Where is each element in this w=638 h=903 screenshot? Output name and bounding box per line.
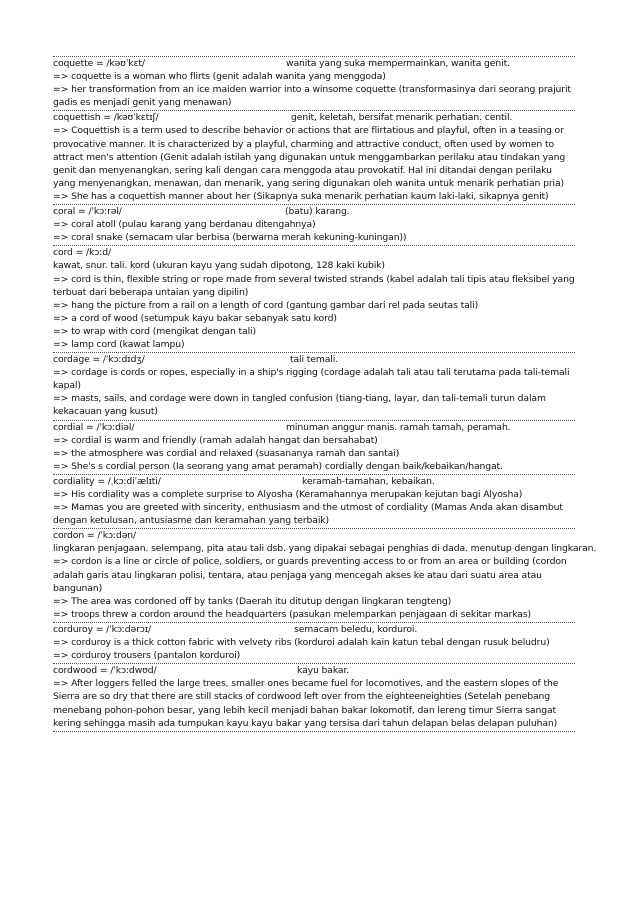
headword: coral = /ˈkɔːrəl/ (53, 206, 122, 218)
meaning: tali temali. (290, 354, 339, 366)
entry-header (53, 623, 575, 636)
example-line: => coral snake (semacam ular berbisa (berwarna merah kekuning-kuningan)) (53, 232, 407, 244)
example-line: => cord is thin, flexible string or rope made from several twisted strands (kabel adalah tali tipis atau fleksibel yang terbuat dari beberapa untaian yang dipilin) (53, 273, 575, 298)
headword: cord = /kɔːd/ (53, 247, 111, 259)
entry-cord (53, 245, 575, 352)
meaning: lingkaran penjagaan. selempang, pita atau tali dsb. yang dipakai sebagai penghias di dada. menutup dengan lingkaran. (53, 543, 597, 555)
example-line: => corduroy trousers (pantalon korduroi) (53, 650, 241, 662)
entry-header (53, 353, 575, 366)
meaning: genit, keletah, bersifat menarik perhatian. centil. (291, 112, 513, 124)
entry-corduroy (53, 622, 575, 663)
entry-header (53, 475, 575, 488)
entry-coral (53, 204, 575, 245)
entry-cordwood (53, 663, 575, 731)
meaning: (batu) karang. (285, 206, 350, 218)
meaning: wanita yang suka mempermainkan, wanita genit. (286, 58, 510, 69)
headword: coquette = /kəʊˈkɛt/ (53, 58, 145, 69)
example-line: => cordial is warm and friendly (ramah adalah hangat dan bersahabat) (53, 434, 378, 446)
example-line: => lamp cord (kawat lampu) (53, 338, 185, 350)
example-line: => coquette is a woman who flirts (genit adalah wanita yang menggoda) (53, 71, 386, 83)
meaning: kayu bakar. (297, 665, 350, 677)
example-line: => His cordiality was a complete surprise to Alyosha (Keramahannya merupakan kejutan bagi Alyosha) (53, 489, 523, 500)
example-line: => After loggers felled the large trees, smaller ones became fuel for locomotives, and the eastern slopes of the Sierra are so dry that there are still stacks of cordwood left over from the eighteeneighties (Setelah penebang menebang pohon-pohon besar, yang lebih kecil menjadi bahan bakar lokomotif, dan lereng timur Sierra sangat kering sehingga masih ada tumpukan kayu kayu bakar yang tersisa dari tahun delapan belas delapan puluhan) (53, 678, 559, 729)
dictionary-document (53, 56, 597, 732)
example-line: => The area was cordoned off by tanks (Daerah itu ditutup dengan lingkaran tengteng) (53, 595, 452, 607)
entry-coquette (53, 56, 575, 110)
entry-header (53, 111, 575, 124)
entry-coquettish (53, 110, 575, 204)
entry-cordiality (53, 474, 575, 528)
headword: coquettish = /kəʊˈkɛtɪʃ/ (53, 112, 159, 124)
meaning: minuman anggur manis. ramah tamah, peramah. (286, 421, 511, 433)
headword: cordial = /ˈkɔːdiəl/ (53, 421, 135, 433)
entry-header (53, 664, 575, 677)
headword: cordiality = /ˌkɔːdiˈælɪti/ (53, 475, 161, 487)
entry-cordage (53, 352, 575, 419)
example-line: => to wrap with cord (mengikat dengan tali) (53, 325, 256, 337)
example-line: => cordon is a line or circle of police, soldiers, or guards preventing access to or from an area or building (cordon adalah garis atau lingkaran polisi, tentara, atau penjaga yang mencegah akses ke atau dari suatu area atau bangunan) (53, 556, 567, 594)
entry-header (53, 57, 575, 70)
headword: cordage = /ˈkɔːdɪdʒ/ (53, 354, 145, 366)
meaning: keramah-tamahan, kebaikan. (302, 475, 435, 487)
example-line: => coral atoll (pulau karang yang berdanau ditengahnya) (53, 219, 316, 231)
entry-header (53, 421, 575, 434)
example-line: => a cord of wood (setumpuk kayu bakar sebanyak satu kord) (53, 312, 337, 324)
headword: cordwood = /ˈkɔːdwʊd/ (53, 665, 157, 677)
example-line: => hang the picture from a rail on a length of cord (gantung gambar dari rel pada seutas tali) (53, 299, 479, 311)
example-line: => the atmosphere was cordial and relaxed (suasananya ramah dan santai) (53, 447, 400, 459)
entry-header (53, 205, 575, 218)
headword: cordon = /ˈkɔːdən/ (53, 530, 137, 542)
example-line: => corduroy is a thick cotton fabric with velvety ribs (korduroi adalah kain katun tebal dengan rusuk beludru) (53, 637, 550, 649)
entry-header (53, 246, 575, 272)
entry-cordial (53, 420, 575, 474)
example-line: => Mamas you are greeted with sincerity, enthusiasm and the utmost of cordiality (Mamas Anda akan disambut dengan ketulusan, antusiasme dan keramahan yang terbaik) (53, 502, 563, 527)
example-line: => cordage is cords or ropes, especially in a ship's rigging (cordage adalah tali atau tali terutama pada tali-temali kapal) (53, 367, 570, 392)
example-line: => She has a coquettish manner about her (Sikapnya suka menarik perhatian kaum laki-laki, sikapnya genit) (53, 190, 549, 202)
meaning: kawat, snur. tali. kord (ukuran kayu yang sudah dipotong, 128 kaki kubik) (53, 260, 385, 272)
entry-header (53, 529, 597, 555)
example-line: => her transformation from an ice maiden warrior into a winsome coquette (transformasinya dari seorang prajurit gadis es menjadi genit yang menawan) (53, 84, 571, 109)
example-line: => masts, sails, and cordage were down in tangled confusion (tiang-tiang, layar, dan tali-temali turun dalam kekacauan yang kusut) (53, 393, 546, 418)
example-line: => Coquettish is a term used to describe behavior or actions that are flirtatious and playful, often in a teasing or provocative manner. It is characterized by a playful, charming and attractive conduct, often used by women to attract men's attention (Genit adalah istilah yang digunakan untuk menggambarkan perilaku atau tindakan yang genit dan menyenangkan, sering kali dengan cara menggoda atau provokatif. Hal ini ditandai dengan perilaku yang menyenangkan, menawan, dan menarik, yang sering digunakan oleh wanita untuk menarik perhatian pria) (53, 125, 566, 189)
headword: corduroy = /ˈkɔːdərɔɪ/ (53, 623, 152, 635)
entry-cordon (53, 528, 597, 622)
example-line: => She's s cordial person (Ia seorang yang amat peramah) cordially dengan baik/kebaikan/hangat. (53, 460, 503, 472)
example-line: => troops threw a cordon around the headquarters (pasukan melemparkan penjagaan di sekitar markas) (53, 608, 532, 620)
meaning: semacam beledu, korduroi. (294, 623, 418, 635)
